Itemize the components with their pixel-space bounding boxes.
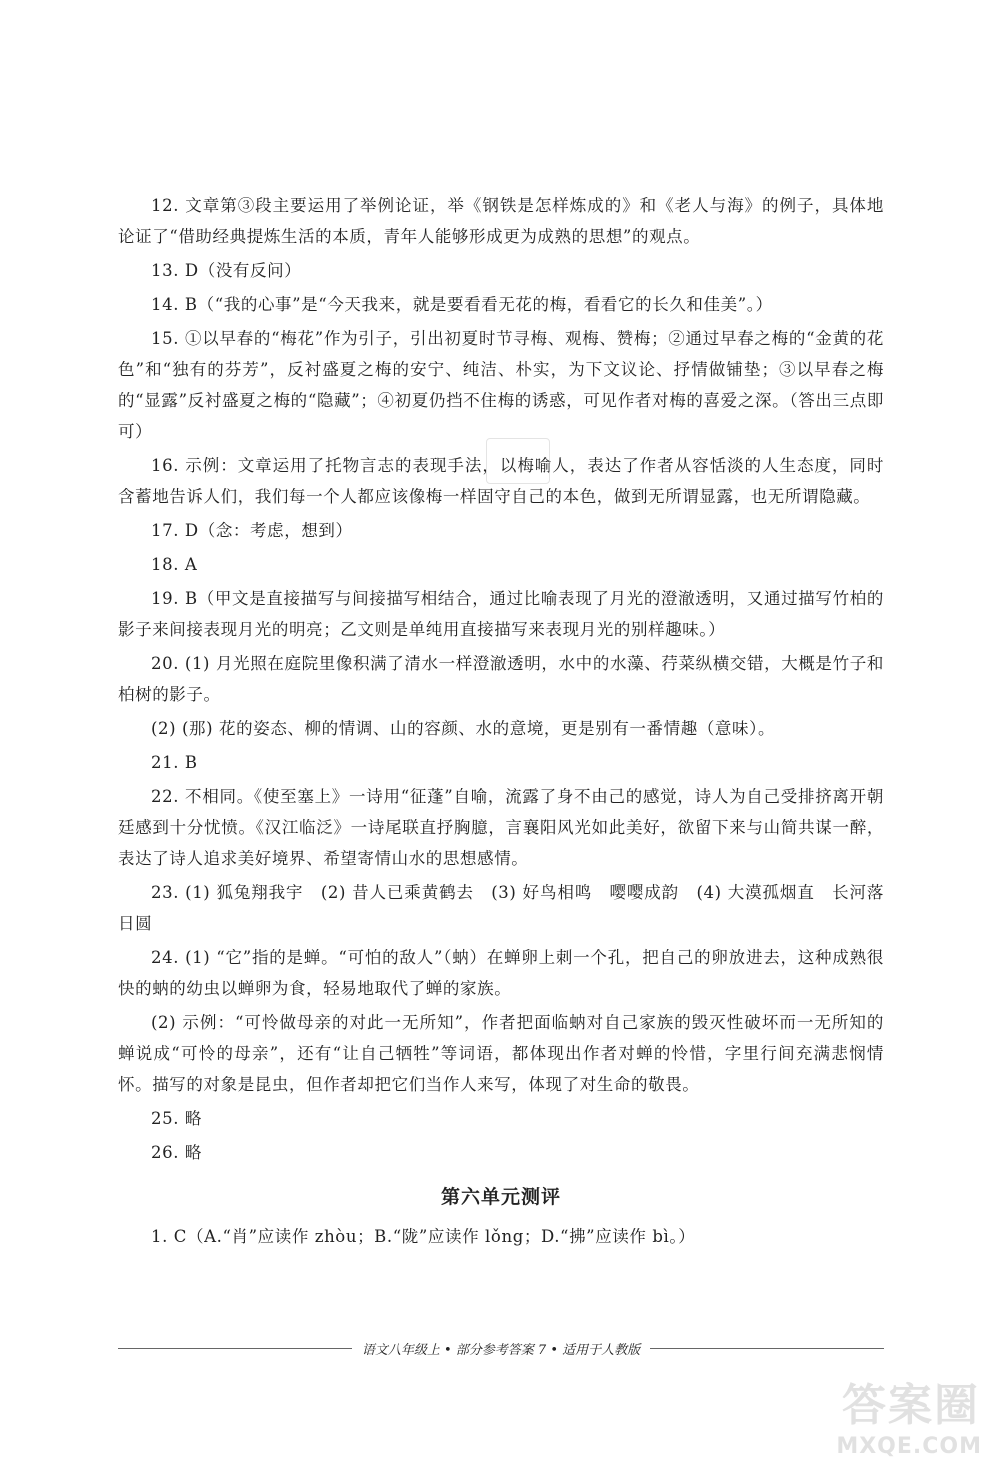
answer-24-2: (2) 示例：“可怜做母亲的对此一无所知”，作者把面临蚋对自己家族的毁灭性破坏而一无所知的蝉说成“可怜的母亲”，还有“让自己牺牲”等词语，都体现出作者对蝉的怜惜，字里行间充满悲悯情怀。描写的对象是昆虫，但作者却把它们当作人来写，体现了对生命的敬畏。: [118, 1013, 884, 1094]
faint-stamp-mark: [486, 438, 550, 484]
section-answer-1: 1. C（A.“肖”应读作 zhòu；B.“陇”应读作 lǒng；D.“拂”应读作 bì。）: [151, 1227, 696, 1246]
answer-24-1: 24. (1) “它”指的是蝉。“可怕的敌人”（蚋）在蝉卵上刺一个孔，把自己的卵放进去，这种成熟很快的蚋的幼虫以蝉卵为食，轻易地取代了蝉的家族。: [118, 948, 884, 998]
footer-rule-right: [650, 1348, 884, 1349]
section-title: 第六单元测评: [440, 1186, 561, 1208]
answer-20-1: 20. (1) 月光照在庭院里像积满了清水一样澄澈透明，水中的水藻、荇菜纵横交错，大概是竹子和柏树的影子。: [118, 654, 884, 704]
answer-21: 21. B: [151, 753, 198, 772]
answer-18: 18. A: [151, 555, 198, 574]
answer-16: 16. 示例：文章运用了托物言志的表现手法，以梅喻人，表达了作者从容恬淡的人生态度，同时含蓄地告诉人们，我们每一个人都应该像梅一样固守自己的本色，做到无所谓显露，也无所谓隐藏。: [118, 456, 884, 506]
faint-watermark-mark: [192, 1175, 292, 1225]
answer-17: 17. D（念：考虑，想到）: [151, 521, 353, 540]
answer-19: 19. B（甲文是直接描写与间接描写相结合，通过比喻表现了月光的澄澈透明，又通过描写竹柏的影子来间接表现月光的明亮；乙文则是单纯用直接描写来表现月光的别样趣味。）: [118, 589, 884, 639]
answer-content: [118, 190, 884, 1255]
answer-25: 25. 略: [151, 1109, 202, 1128]
answer-15: 15. ①以早春的“梅花”作为引子，引出初夏时节寻梅、观梅、赞梅；②通过早春之梅的“金黄的花色”和“独有的芬芳”，反衬盛夏之梅的安宁、纯洁、朴实，为下文议论、抒情做铺垫；③以早春之梅的“显露”反衬盛夏之梅的“隐藏”；④初夏仍挡不住梅的诱惑，可见作者对梅的喜爱之深。（答出三点即可）: [118, 329, 884, 441]
answer-22: 22. 不相同。《使至塞上》一诗用“征蓬”自喻，流露了身不由己的感觉，诗人为自己受排挤离开朝廷感到十分忧愤。《汉江临泛》一诗尾联直抒胸臆，言襄阳风光如此美好，欲留下来与山简共谋一醉，表达了诗人追求美好境界、希望寄情山水的思想感情。: [118, 787, 884, 868]
footer-text: 语文八年级上 • 部分参考答案 7 • 适用于人教版: [361, 1342, 641, 1358]
watermark-main: 答案圈: [842, 1380, 980, 1431]
answer-12: 12. 文章第③段主要运用了举例论证，举《钢铁是怎样炼成的》和《老人与海》的例子，具体地论证了“借助经典提炼生活的本质，青年人能够形成更为成熟的思想”的观点。: [118, 196, 884, 246]
answer-26: 26. 略: [151, 1143, 202, 1162]
watermark-sub: MXQE.COM: [836, 1434, 982, 1459]
answer-13: 13. D（没有反问）: [151, 261, 302, 280]
footer-rule-left: [118, 1348, 352, 1349]
watermark-logo: [806, 1363, 986, 1463]
page-footer: [118, 1335, 884, 1361]
answer-23: 23. (1) 狐兔翔我宇 (2) 昔人已乘黄鹤去 (3) 好鸟相鸣 嘤嘤成韵 (4) 大漠孤烟直 长河落日圆: [118, 883, 884, 933]
answer-14: 14. B（“我的心事”是“今天我来，就是要看看无花的梅，看看它的长久和佳美”。）: [151, 295, 773, 314]
answer-20-2: (2) (那) 花的姿态、柳的情调、山的容颜、水的意境，更是别有一番情趣（意味）。: [151, 719, 776, 738]
